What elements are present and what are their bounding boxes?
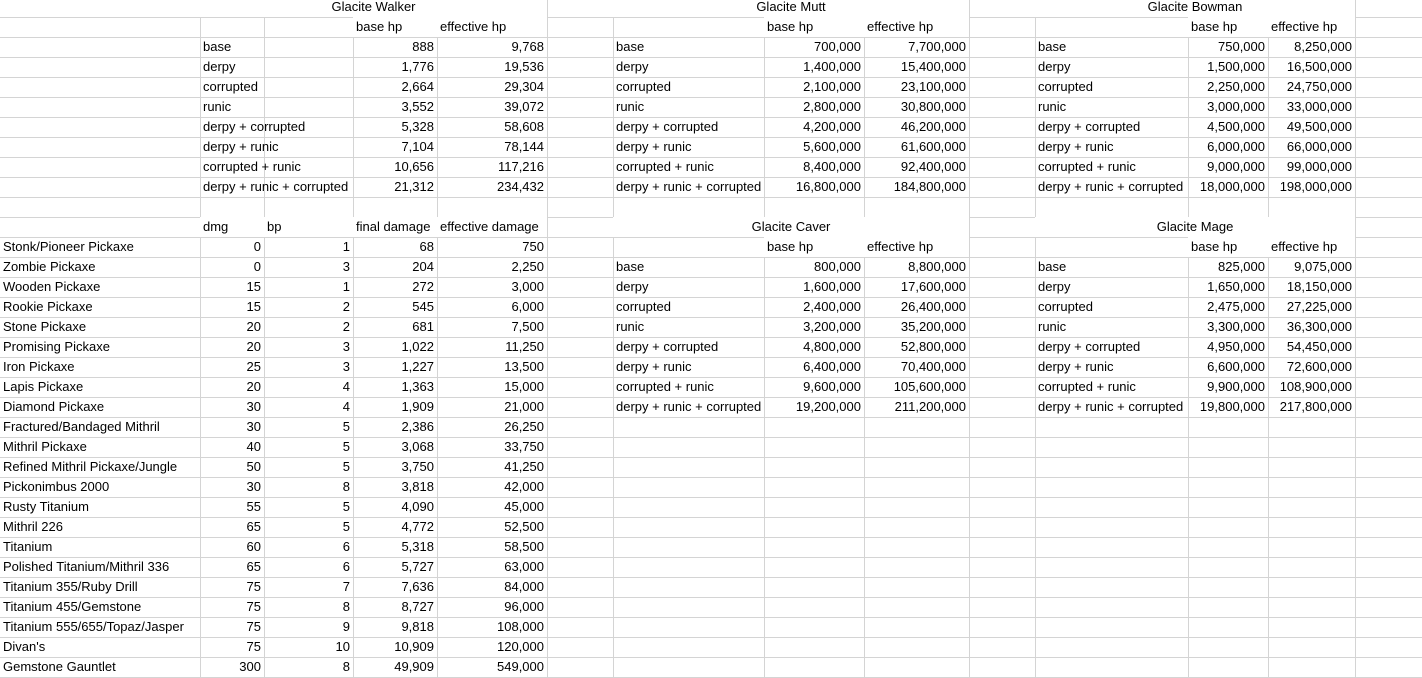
- row-label[interactable]: derpy: [616, 279, 649, 294]
- dmg-value[interactable]: 75: [246, 579, 261, 594]
- effective-damage-value[interactable]: 42,000: [504, 479, 544, 494]
- pickaxe-name[interactable]: Divan's: [3, 639, 46, 654]
- row-label[interactable]: base: [616, 39, 645, 54]
- dmg-value[interactable]: 25: [246, 359, 261, 374]
- effective-hp-value[interactable]: 211,200,000: [894, 399, 966, 414]
- header-effective-hp[interactable]: effective hp: [864, 237, 969, 257]
- final-damage-value[interactable]: 49,909: [394, 659, 434, 674]
- header-effective-damage[interactable]: effective damage: [437, 217, 547, 237]
- pickaxe-name[interactable]: Promising Pickaxe: [3, 339, 110, 354]
- effective-hp-value[interactable]: 33,000,000: [1286, 99, 1352, 114]
- block-title[interactable]: Glacite Walker: [200, 0, 547, 17]
- effective-hp-value[interactable]: 7,700,000: [908, 39, 966, 54]
- effective-damage-value[interactable]: 96,000: [504, 599, 544, 614]
- base-hp-value[interactable]: 6,000,000: [1207, 139, 1265, 154]
- base-hp-value[interactable]: 10,656: [394, 159, 434, 174]
- pickaxe-name[interactable]: Titanium 455/Gemstone: [3, 599, 142, 614]
- bp-value[interactable]: 5: [342, 519, 350, 534]
- dmg-value[interactable]: 50: [246, 459, 261, 474]
- final-damage-value[interactable]: 3,750: [401, 459, 434, 474]
- header-effective-hp[interactable]: effective hp: [437, 17, 547, 37]
- effective-hp-value[interactable]: 49,500,000: [1286, 119, 1352, 134]
- row-label[interactable]: derpy: [1038, 59, 1071, 74]
- base-hp-value[interactable]: 9,600,000: [803, 379, 861, 394]
- effective-hp-value[interactable]: 217,800,000: [1279, 399, 1352, 414]
- base-hp-value[interactable]: 21,312: [394, 179, 434, 194]
- row-label[interactable]: corrupted + runic: [203, 159, 301, 174]
- base-hp-value[interactable]: 6,600,000: [1207, 359, 1265, 374]
- bp-value[interactable]: 5: [342, 419, 350, 434]
- base-hp-value[interactable]: 1,500,000: [1207, 59, 1265, 74]
- final-damage-value[interactable]: 1,909: [401, 399, 434, 414]
- bp-value[interactable]: 3: [342, 339, 350, 354]
- effective-hp-value[interactable]: 24,750,000: [1286, 79, 1352, 94]
- row-label[interactable]: derpy + corrupted: [616, 339, 719, 354]
- dmg-value[interactable]: 40: [246, 439, 261, 454]
- effective-damage-value[interactable]: 3,000: [511, 279, 544, 294]
- row-label[interactable]: derpy + corrupted: [203, 119, 306, 134]
- pickaxe-name[interactable]: Rookie Pickaxe: [3, 299, 93, 314]
- final-damage-value[interactable]: 9,818: [401, 619, 434, 634]
- dmg-value[interactable]: 75: [246, 639, 261, 654]
- column-gridline: [1355, 0, 1356, 677]
- base-hp-value[interactable]: 800,000: [814, 259, 861, 274]
- row-label[interactable]: corrupted: [1038, 79, 1093, 94]
- row-label[interactable]: corrupted: [616, 299, 671, 314]
- effective-damage-value[interactable]: 58,500: [504, 539, 544, 554]
- pickaxe-name[interactable]: Polished Titanium/Mithril 336: [3, 559, 170, 574]
- base-hp-value[interactable]: 2,475,000: [1207, 299, 1265, 314]
- bp-value[interactable]: 1: [342, 239, 350, 254]
- dmg-value[interactable]: 30: [246, 399, 261, 414]
- effective-damage-value[interactable]: 21,000: [504, 399, 544, 414]
- header-base-hp[interactable]: base hp: [1188, 17, 1268, 37]
- base-hp-value[interactable]: 1,776: [401, 59, 434, 74]
- effective-hp-value[interactable]: 54,450,000: [1286, 339, 1352, 354]
- row-label[interactable]: derpy + corrupted: [1038, 119, 1141, 134]
- effective-hp-value[interactable]: 18,150,000: [1286, 279, 1352, 294]
- pickaxe-name[interactable]: Mithril 226: [3, 519, 63, 534]
- row-label[interactable]: runic: [616, 319, 645, 334]
- pickaxe-name[interactable]: Wooden Pickaxe: [3, 279, 101, 294]
- column-gridline: [547, 0, 548, 677]
- effective-hp-value[interactable]: 58,608: [504, 119, 544, 134]
- effective-hp-value[interactable]: 39,072: [504, 99, 544, 114]
- base-hp-value[interactable]: 19,200,000: [795, 399, 861, 414]
- base-hp-value[interactable]: 19,800,000: [1199, 399, 1265, 414]
- base-hp-value[interactable]: 2,400,000: [803, 299, 861, 314]
- dmg-value[interactable]: 0: [253, 259, 261, 274]
- base-hp-value[interactable]: 4,800,000: [803, 339, 861, 354]
- header-dmg[interactable]: dmg: [200, 217, 264, 237]
- block-title[interactable]: Glacite Caver: [613, 217, 969, 237]
- pickaxe-name[interactable]: Lapis Pickaxe: [3, 379, 84, 394]
- bp-value[interactable]: 2: [342, 299, 350, 314]
- bp-value[interactable]: 1: [342, 279, 350, 294]
- base-hp-value[interactable]: 1,650,000: [1207, 279, 1265, 294]
- dmg-value[interactable]: 300: [239, 659, 261, 674]
- effective-damage-value[interactable]: 120,000: [497, 639, 544, 654]
- pickaxe-name[interactable]: Titanium 355/Ruby Drill: [3, 579, 138, 594]
- effective-hp-value[interactable]: 198,000,000: [1279, 179, 1352, 194]
- effective-damage-value[interactable]: 63,000: [504, 559, 544, 574]
- final-damage-value[interactable]: 5,318: [401, 539, 434, 554]
- base-hp-value[interactable]: 5,328: [401, 119, 434, 134]
- effective-hp-value[interactable]: 30,800,000: [900, 99, 966, 114]
- effective-hp-value[interactable]: 108,900,000: [1279, 379, 1352, 394]
- bp-value[interactable]: 5: [342, 499, 350, 514]
- final-damage-value[interactable]: 2,386: [401, 419, 434, 434]
- base-hp-value[interactable]: 16,800,000: [795, 179, 861, 194]
- base-hp-value[interactable]: 3,300,000: [1207, 319, 1265, 334]
- row-label[interactable]: runic: [1038, 99, 1067, 114]
- bp-value[interactable]: 6: [342, 559, 350, 574]
- dmg-value[interactable]: 65: [246, 559, 261, 574]
- final-damage-value[interactable]: 1,227: [401, 359, 434, 374]
- final-damage-value[interactable]: 4,090: [401, 499, 434, 514]
- column-gridline: [969, 0, 970, 677]
- final-damage-value[interactable]: 1,363: [401, 379, 434, 394]
- dmg-value[interactable]: 65: [246, 519, 261, 534]
- row-label[interactable]: runic: [616, 99, 645, 114]
- effective-hp-value[interactable]: 117,216: [497, 159, 544, 174]
- row-label[interactable]: derpy + runic: [616, 139, 692, 154]
- dmg-value[interactable]: 30: [246, 479, 261, 494]
- block-title[interactable]: Glacite Bowman: [1035, 0, 1355, 17]
- final-damage-value[interactable]: 10,909: [394, 639, 434, 654]
- bp-value[interactable]: 8: [342, 479, 350, 494]
- effective-hp-value[interactable]: 27,225,000: [1286, 299, 1352, 314]
- effective-hp-value[interactable]: 52,800,000: [900, 339, 966, 354]
- row-label[interactable]: derpy + corrupted: [616, 119, 719, 134]
- row-label[interactable]: base: [203, 39, 232, 54]
- effective-damage-value[interactable]: 41,250: [504, 459, 544, 474]
- base-hp-value[interactable]: 700,000: [814, 39, 861, 54]
- base-hp-value[interactable]: 5,600,000: [803, 139, 861, 154]
- effective-damage-value[interactable]: 33,750: [504, 439, 544, 454]
- bp-value[interactable]: 5: [342, 459, 350, 474]
- final-damage-value[interactable]: 3,068: [401, 439, 434, 454]
- row-label[interactable]: derpy + runic + corrupted: [1038, 399, 1184, 414]
- header-effective-hp[interactable]: effective hp: [864, 17, 969, 37]
- row-label[interactable]: derpy + corrupted: [1038, 339, 1141, 354]
- base-hp-value[interactable]: 4,500,000: [1207, 119, 1265, 134]
- effective-hp-value[interactable]: 9,768: [511, 39, 544, 54]
- final-damage-value[interactable]: 4,772: [401, 519, 434, 534]
- row-label[interactable]: derpy + runic + corrupted: [203, 179, 349, 194]
- effective-hp-value[interactable]: 9,075,000: [1294, 259, 1352, 274]
- effective-hp-value[interactable]: 46,200,000: [900, 119, 966, 134]
- row-label[interactable]: derpy + runic: [203, 139, 279, 154]
- effective-damage-value[interactable]: 13,500: [504, 359, 544, 374]
- block-title[interactable]: Glacite Mage: [1035, 217, 1355, 237]
- row-label[interactable]: derpy + runic: [1038, 139, 1114, 154]
- row-label[interactable]: derpy + runic + corrupted: [616, 179, 762, 194]
- row-label[interactable]: derpy + runic + corrupted: [616, 399, 762, 414]
- base-hp-value[interactable]: 9,900,000: [1207, 379, 1265, 394]
- bp-value[interactable]: 10: [335, 639, 350, 654]
- final-damage-value[interactable]: 204: [412, 259, 434, 274]
- base-hp-value[interactable]: 4,200,000: [803, 119, 861, 134]
- header-bp[interactable]: bp: [264, 217, 353, 237]
- row-label[interactable]: corrupted + runic: [616, 379, 714, 394]
- bp-value[interactable]: 2: [342, 319, 350, 334]
- base-hp-value[interactable]: 9,000,000: [1207, 159, 1265, 174]
- bp-value[interactable]: 9: [342, 619, 350, 634]
- effective-hp-value[interactable]: 184,800,000: [893, 179, 966, 194]
- effective-hp-value[interactable]: 66,000,000: [1286, 139, 1352, 154]
- dmg-value[interactable]: 15: [246, 299, 261, 314]
- base-hp-value[interactable]: 3,552: [401, 99, 434, 114]
- base-hp-value[interactable]: 888: [412, 39, 434, 54]
- effective-hp-value[interactable]: 234,432: [497, 179, 544, 194]
- effective-hp-value[interactable]: 19,536: [504, 59, 544, 74]
- base-hp-value[interactable]: 750,000: [1218, 39, 1265, 54]
- row-label[interactable]: corrupted: [616, 79, 671, 94]
- header-base-hp[interactable]: base hp: [764, 17, 864, 37]
- row-label[interactable]: corrupted: [1038, 299, 1093, 314]
- effective-hp-value[interactable]: 15,400,000: [900, 59, 966, 74]
- row-label[interactable]: derpy: [616, 59, 649, 74]
- bp-value[interactable]: 7: [342, 579, 350, 594]
- final-damage-value[interactable]: 681: [412, 319, 434, 334]
- effective-hp-value[interactable]: 8,250,000: [1294, 39, 1352, 54]
- bp-value[interactable]: 3: [342, 259, 350, 274]
- effective-hp-value[interactable]: 72,600,000: [1286, 359, 1352, 374]
- effective-damage-value[interactable]: 549,000: [497, 659, 544, 674]
- base-hp-value[interactable]: 2,100,000: [803, 79, 861, 94]
- final-damage-value[interactable]: 272: [412, 279, 434, 294]
- pickaxe-name[interactable]: Refined Mithril Pickaxe/Jungle: [3, 459, 178, 474]
- bp-value[interactable]: 5: [342, 439, 350, 454]
- pickaxe-name[interactable]: Stonk/Pioneer Pickaxe: [3, 239, 134, 254]
- pickaxe-name[interactable]: Zombie Pickaxe: [3, 259, 96, 274]
- base-hp-value[interactable]: 18,000,000: [1199, 179, 1265, 194]
- bp-value[interactable]: 3: [342, 359, 350, 374]
- dmg-value[interactable]: 55: [246, 499, 261, 514]
- header-effective-hp[interactable]: effective hp: [1268, 17, 1355, 37]
- effective-hp-value[interactable]: 36,300,000: [1286, 319, 1352, 334]
- pickaxe-name[interactable]: Pickonimbus 2000: [3, 479, 110, 494]
- pickaxe-name[interactable]: Mithril Pickaxe: [3, 439, 87, 454]
- header-effective-hp[interactable]: effective hp: [1268, 237, 1355, 257]
- header-base-hp[interactable]: base hp: [1188, 237, 1268, 257]
- row-label[interactable]: corrupted + runic: [616, 159, 714, 174]
- effective-damage-value[interactable]: 11,250: [505, 339, 544, 354]
- bp-value[interactable]: 8: [342, 659, 350, 674]
- effective-damage-value[interactable]: 15,000: [504, 379, 544, 394]
- dmg-value[interactable]: 75: [246, 619, 261, 634]
- effective-damage-value[interactable]: 750: [522, 239, 544, 254]
- header-final-damage[interactable]: final damage: [353, 217, 437, 237]
- effective-hp-value[interactable]: 105,600,000: [893, 379, 966, 394]
- base-hp-value[interactable]: 2,250,000: [1207, 79, 1265, 94]
- dmg-value[interactable]: 20: [246, 379, 261, 394]
- final-damage-value[interactable]: 1,022: [401, 339, 434, 354]
- row-label[interactable]: derpy + runic: [1038, 359, 1114, 374]
- final-damage-value[interactable]: 3,818: [401, 479, 434, 494]
- pickaxe-name[interactable]: Titanium 555/655/Topaz/Jasper: [3, 619, 184, 634]
- pickaxe-name[interactable]: Fractured/Bandaged Mithril: [3, 419, 160, 434]
- base-hp-value[interactable]: 3,000,000: [1207, 99, 1265, 114]
- final-damage-value[interactable]: 7,636: [401, 579, 434, 594]
- dmg-value[interactable]: 30: [246, 419, 261, 434]
- base-hp-value[interactable]: 3,200,000: [803, 319, 861, 334]
- row-label[interactable]: base: [1038, 259, 1067, 274]
- effective-damage-value[interactable]: 6,000: [511, 299, 544, 314]
- row-label[interactable]: base: [616, 259, 645, 274]
- final-damage-value[interactable]: 5,727: [401, 559, 434, 574]
- effective-hp-value[interactable]: 23,100,000: [900, 79, 966, 94]
- dmg-value[interactable]: 75: [246, 599, 261, 614]
- pickaxe-name[interactable]: Titanium: [3, 539, 53, 554]
- effective-hp-value[interactable]: 16,500,000: [1286, 59, 1352, 74]
- pickaxe-name[interactable]: Diamond Pickaxe: [3, 399, 105, 414]
- effective-hp-value[interactable]: 8,800,000: [908, 259, 966, 274]
- row-label[interactable]: derpy: [1038, 279, 1071, 294]
- effective-damage-value[interactable]: 26,250: [504, 419, 544, 434]
- row-label[interactable]: runic: [203, 99, 232, 114]
- effective-damage-value[interactable]: 52,500: [504, 519, 544, 534]
- effective-damage-value[interactable]: 108,000: [497, 619, 544, 634]
- dmg-value[interactable]: 15: [246, 279, 261, 294]
- pickaxe-name[interactable]: Iron Pickaxe: [3, 359, 75, 374]
- effective-damage-value[interactable]: 2,250: [511, 259, 544, 274]
- bp-value[interactable]: 8: [342, 599, 350, 614]
- bp-value[interactable]: 4: [342, 399, 350, 414]
- row-label[interactable]: corrupted + runic: [1038, 159, 1136, 174]
- effective-hp-value[interactable]: 78,144: [504, 139, 544, 154]
- row-gridline: [0, 197, 1422, 198]
- row-label[interactable]: corrupted: [203, 79, 258, 94]
- effective-hp-value[interactable]: 26,400,000: [900, 299, 966, 314]
- row-label[interactable]: derpy: [203, 59, 236, 74]
- header-base-hp[interactable]: base hp: [764, 237, 864, 257]
- final-damage-value[interactable]: 68: [419, 239, 434, 254]
- effective-hp-value[interactable]: 17,600,000: [900, 279, 966, 294]
- final-damage-value[interactable]: 8,727: [401, 599, 434, 614]
- effective-hp-value[interactable]: 70,400,000: [900, 359, 966, 374]
- base-hp-value[interactable]: 8,400,000: [803, 159, 861, 174]
- block-title[interactable]: Glacite Mutt: [613, 0, 969, 17]
- effective-damage-value[interactable]: 7,500: [511, 319, 544, 334]
- base-hp-value[interactable]: 2,800,000: [803, 99, 861, 114]
- effective-damage-value[interactable]: 45,000: [504, 499, 544, 514]
- bp-value[interactable]: 6: [342, 539, 350, 554]
- base-hp-value[interactable]: 1,600,000: [803, 279, 861, 294]
- base-hp-value[interactable]: 2,664: [401, 79, 434, 94]
- header-base-hp[interactable]: base hp: [353, 17, 437, 37]
- pickaxe-name[interactable]: Rusty Titanium: [3, 499, 89, 514]
- effective-hp-value[interactable]: 29,304: [504, 79, 544, 94]
- base-hp-value[interactable]: 1,400,000: [803, 59, 861, 74]
- dmg-value[interactable]: 20: [246, 339, 261, 354]
- base-hp-value[interactable]: 6,400,000: [803, 359, 861, 374]
- row-label[interactable]: runic: [1038, 319, 1067, 334]
- base-hp-value[interactable]: 7,104: [401, 139, 434, 154]
- row-label[interactable]: base: [1038, 39, 1067, 54]
- base-hp-value[interactable]: 825,000: [1218, 259, 1265, 274]
- effective-hp-value[interactable]: 61,600,000: [900, 139, 966, 154]
- row-label[interactable]: derpy + runic + corrupted: [1038, 179, 1184, 194]
- dmg-value[interactable]: 0: [253, 239, 261, 254]
- dmg-value[interactable]: 60: [246, 539, 261, 554]
- pickaxe-name[interactable]: Stone Pickaxe: [3, 319, 87, 334]
- base-hp-value[interactable]: 4,950,000: [1207, 339, 1265, 354]
- bp-value[interactable]: 4: [342, 379, 350, 394]
- effective-hp-value[interactable]: 35,200,000: [900, 319, 966, 334]
- effective-hp-value[interactable]: 92,400,000: [900, 159, 966, 174]
- row-label[interactable]: derpy + runic: [616, 359, 692, 374]
- final-damage-value[interactable]: 545: [412, 299, 434, 314]
- dmg-value[interactable]: 20: [246, 319, 261, 334]
- effective-hp-value[interactable]: 99,000,000: [1286, 159, 1352, 174]
- effective-damage-value[interactable]: 84,000: [504, 579, 544, 594]
- row-label[interactable]: corrupted + runic: [1038, 379, 1136, 394]
- pickaxe-name[interactable]: Gemstone Gauntlet: [3, 659, 116, 674]
